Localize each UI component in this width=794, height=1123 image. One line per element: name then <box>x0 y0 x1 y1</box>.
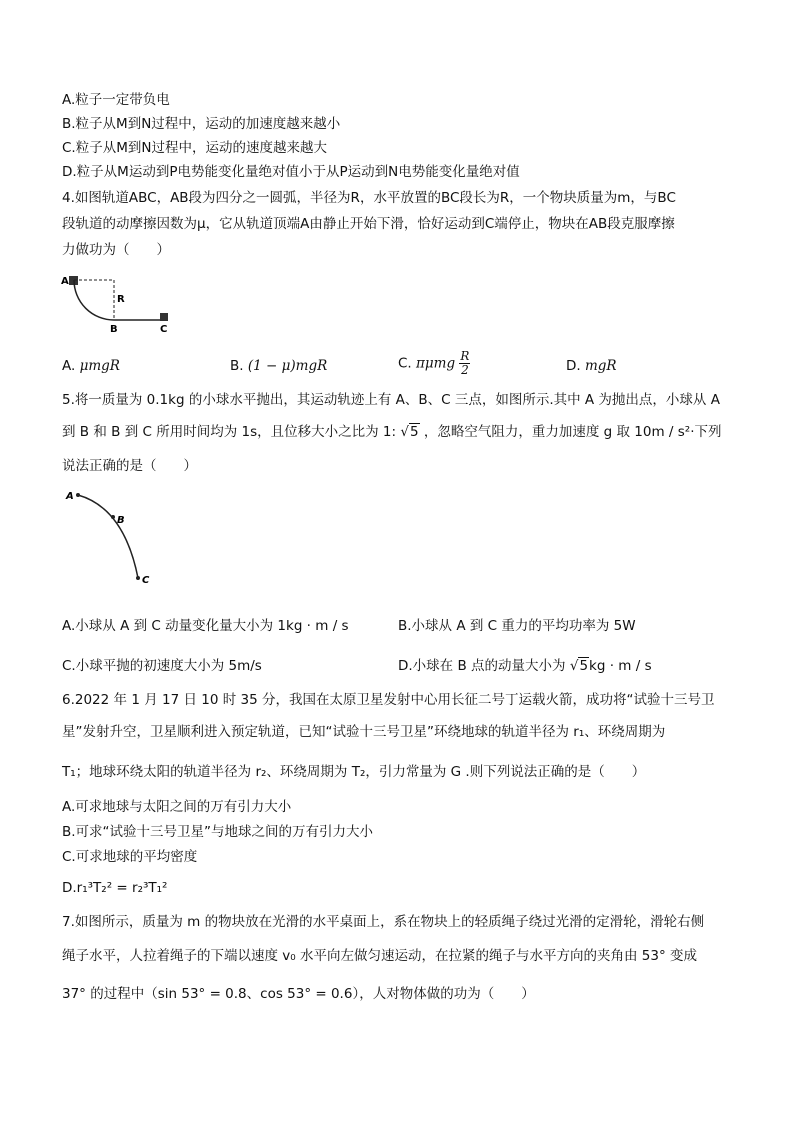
q4-stem-line-1: 4.如图轨道ABC，AB段为四分之一圆弧，半径为R，水平放置的BC段长为R，一个物块质量为m，与BC <box>62 190 676 206</box>
q4-option-c-label: C. <box>398 355 412 372</box>
label-a: A <box>66 491 74 502</box>
q4-stem-line-2: 段轨道的动摩擦因数为μ，它从轨道顶端A由静止开始下滑，恰好运动到C端停止，物块在AB段克服摩擦 <box>62 216 675 232</box>
q7-stem-line-3: 37° 的过程中（sin 53° = 0.8、cos 53° = 0.6），人对物体做的功为（ ） <box>62 986 535 1002</box>
q5-option-d-radicand: 5 <box>579 658 589 674</box>
q6-option-c: C.可求地球的平均密度 <box>62 849 198 865</box>
q3-option-c: C.粒子从M到N过程中，运动的速度越来越大 <box>62 140 327 156</box>
q5-option-d-unit: kg · m / s <box>589 658 652 674</box>
q7-stem-line-1: 7.如图所示，质量为 m 的物块放在光滑的水平桌面上，系在物块上的轻质绳子绕过光滑的定滑轮，滑轮右侧 <box>62 914 705 930</box>
q4-option-c-expr: πμmg <box>416 355 456 372</box>
q6-option-b: B.可求“试验十三号卫星”与地球之间的万有引力大小 <box>62 824 374 840</box>
q5-stem-line-2 <box>62 422 721 442</box>
q5-option-b: B.小球从 A 到 C 重力的平均功率为 5W <box>398 618 636 634</box>
q4-option-c-fraction <box>459 350 470 377</box>
block-at-c <box>160 313 168 321</box>
fraction-denominator: 2 <box>461 363 469 377</box>
q5-option-d <box>398 656 652 676</box>
q4-option-d-expr: mgR <box>584 358 617 374</box>
q6-stem-line-3: T₁；地球环绕太阳的轨道半径为 r₂、环绕周期为 T₂，引力常量为 G .则下列说法正确的是（ ） <box>62 764 646 780</box>
q4-option-a-label: A. <box>62 358 76 374</box>
q6-stem-line-1: 6.2022 年 1 月 17 日 10 时 35 分，我国在太原卫星发射中心用长征二号丁运载火箭，成功将“试验十三号卫 <box>62 692 715 708</box>
q3-option-d: D.粒子从M运动到P电势能变化量绝对值小于从P运动到N电势能变化量绝对值 <box>62 164 520 180</box>
q5-stem-line-1: 5.将一质量为 0.1kg 的小球水平抛出，其运动轨迹上有 A、B、C 三点，如图所示.其中 A 为抛出点，小球从 A <box>62 392 720 408</box>
label-b: B <box>117 515 125 526</box>
q5-ratio-text: 到 B 和 B 到 C 所用时间均为 1s，且位移大小之比为 1: <box>62 424 397 440</box>
q5-option-a: A.小球从 A 到 C 动量变化量大小为 1kg · m / s <box>62 618 349 634</box>
q6-stem-line-2: 星”发射升空，卫星顺利进入预定轨道，已知“试验十三号卫星”环绕地球的轨道半径为 r₁、环绕周期为 <box>62 724 666 740</box>
q7-stem-line-2: 绳子水平，人拉着绳子的下端以速度 v₀ 水平向左做匀速运动，在拉紧的绳子与水平方向的夹角由 53° 变成 <box>62 948 697 964</box>
q5-ratio-radicand: 5 <box>409 424 419 440</box>
q4-option-c <box>398 350 470 377</box>
trajectory-curve <box>78 495 138 578</box>
q4-option-a <box>62 356 120 376</box>
q4-option-a-expr: μmgR <box>79 358 120 374</box>
q5-ratio-sqrt: √5 <box>400 424 419 440</box>
q4-stem-line-3: 力做功为（ ） <box>62 242 170 258</box>
label-c: C <box>160 324 168 334</box>
q5-trajectory-figure <box>62 486 162 586</box>
q5-option-d-text: D.小球在 B 点的动量大小为 <box>398 658 566 674</box>
q4-option-b-label: B. <box>230 358 244 374</box>
q4-option-d <box>566 356 617 376</box>
label-r: R <box>117 294 125 305</box>
label-b: B <box>110 324 118 334</box>
q4-option-b-expr: (1 − μ)mgR <box>247 358 328 374</box>
q5-stem-line-3: 说法正确的是（ ） <box>62 458 197 474</box>
q3-option-a: A.粒子一定带负电 <box>62 92 170 108</box>
q4-option-d-label: D. <box>566 358 581 374</box>
q4-track-figure <box>58 272 178 334</box>
q4-option-b <box>230 356 327 376</box>
q6-option-a: A.可求地球与太阳之间的万有引力大小 <box>62 799 292 815</box>
point-b <box>111 515 115 519</box>
arc-ab <box>74 280 114 320</box>
q5-option-c: C.小球平抛的初速度大小为 5m/s <box>62 658 262 674</box>
q6-option-d: D.r₁³T₂² = r₂³T₁² <box>62 880 168 896</box>
point-a <box>76 493 80 497</box>
q5-gravity-text: ，忽略空气阻力，重力加速度 g 取 10m / s²·下列 <box>423 424 722 440</box>
fraction-numerator: R <box>460 349 470 363</box>
point-c <box>136 576 140 580</box>
q3-option-b: B.粒子从M到N过程中，运动的加速度越来越小 <box>62 116 341 132</box>
q5-option-d-sqrt: √5 <box>569 658 589 674</box>
label-c: C <box>142 575 150 586</box>
label-a: A <box>61 276 69 287</box>
